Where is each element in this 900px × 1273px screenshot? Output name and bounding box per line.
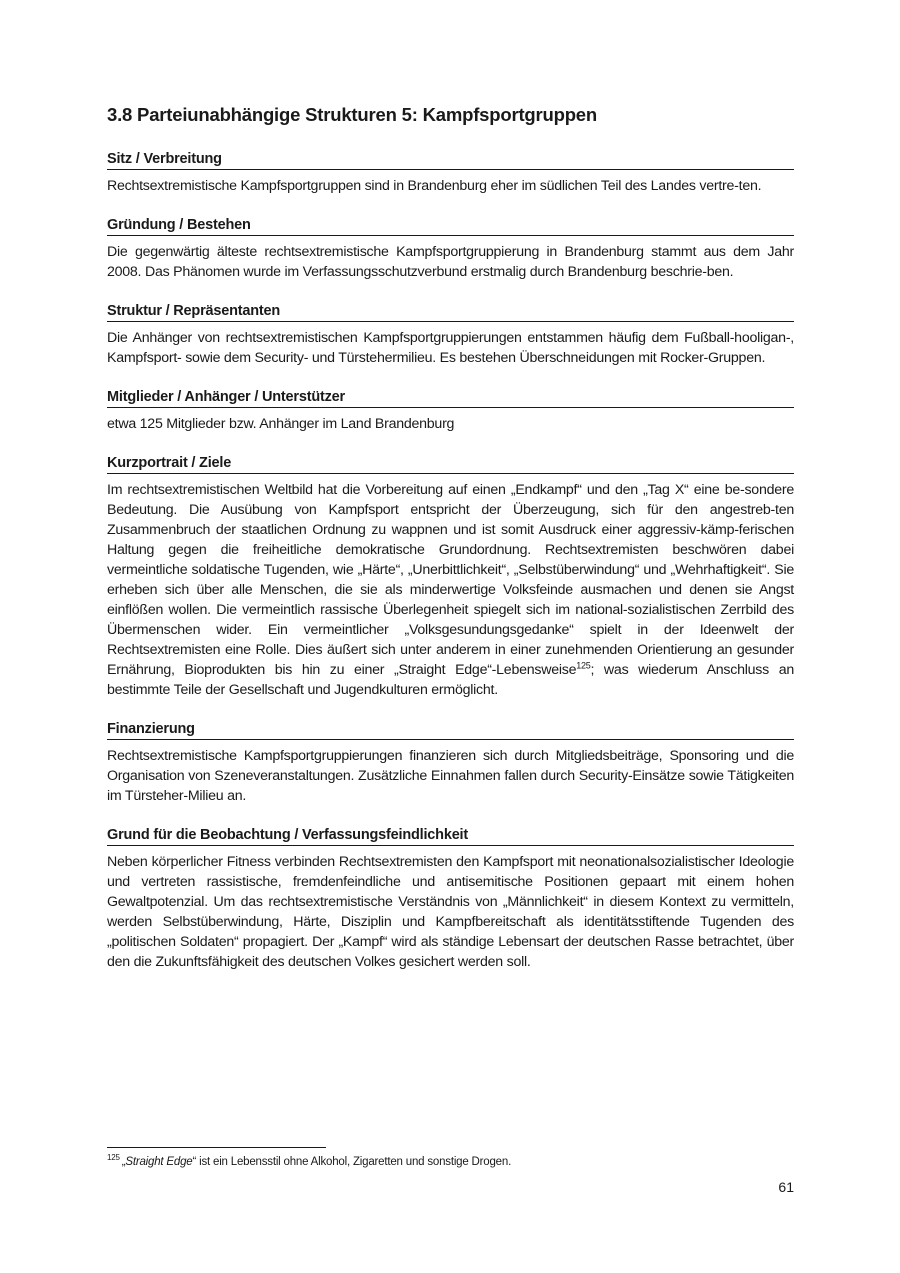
section-grund <box>107 827 794 972</box>
section-heading: Struktur / Repräsentanten <box>107 303 794 322</box>
section-text: Die gegenwärtig älteste rechtsextremistische Kampfsportgruppierung in Brandenburg stammt aus dem Jahr 2008. Das Phänomen wurde im Verfassungsschutzverbund erstmalig durch Brandenburg beschrie-ben. <box>107 244 794 280</box>
section-text: Rechtsextremistische Kampfsportgruppen sind in Brandenburg eher im südlichen Teil des Landes vertre-ten. <box>107 178 762 194</box>
section-kurzportrait <box>107 455 794 700</box>
section-heading: Mitglieder / Anhänger / Unterstützer <box>107 389 794 408</box>
footnote-divider <box>107 1147 326 1148</box>
text-before-footnote: Im rechtsextremistischen Weltbild hat die Vorbereitung auf einen „Endkampf“ und den „Tag X“ eine be-sondere Bedeutung. Die Ausübung von Kampfsport entspricht der Überzeugung, sich für den angestreb-ten Zusammenbruch der staatlichen Ordnung zu wappnen und ist somit Ausdruck einer aggressiv-kämp-ferischen Haltung gegen die freiheitliche demokratische Grundordnung. Rechtsextremisten beschwören dabei vermeintliche soldatische Tugenden, wie „Härte“, „Unerbittlichkeit“, „Selbstüberwindung“ und „Wehrhaftigkeit“. Sie erheben sich über alle Menschen, die sie als minderwertige Volksfeinde ausmachen und denen sie Angst einflößen wollen. Die vermeintlich rassische Überlegenheit spiegelt sich im national-sozialistischen Zerrbild des Übermenschen wider. Ein vermeintlicher „Volksgesundungsgedanke“ spielt in der Ideenwelt der Rechtsextremisten eine Rolle. Dies äußert sich unter anderem in einer zunehmenden Orientierung an gesunder Ernährung, Bioprodukten bis hin zu einer „Straight Edge“-Lebensweise <box>107 482 794 678</box>
section-heading: Sitz / Verbreitung <box>107 151 794 170</box>
section-heading: Gründung / Bestehen <box>107 217 794 236</box>
section-text <box>107 480 794 700</box>
page-title: 3.8 Parteiunabhängige Strukturen 5: Kampfsportgruppen <box>107 104 597 125</box>
section-struktur <box>107 303 794 368</box>
footnote-term: Straight Edge <box>125 1156 193 1168</box>
section-text: Rechtsextremistische Kampfsportgruppierungen finanzieren sich durch Mitgliedsbeiträge, Sponsoring und die Organisation von Szeneveranstaltungen. Zusätzliche Einnahmen fallen durch Security-Einsätze sowie Tätigkeiten im Türsteher-Milieu an. <box>107 748 794 804</box>
section-gruendung <box>107 217 794 282</box>
section-heading: Kurzportrait / Ziele <box>107 455 794 474</box>
section-text: etwa 125 Mitglieder bzw. Anhänger im Land Brandenburg <box>107 416 455 432</box>
section-finanzierung <box>107 721 794 806</box>
section-heading: Finanzierung <box>107 721 794 740</box>
text-after-footnote: ; was wiederum Anschluss an bestimmte Teile der Gesellschaft und Jugendkulturen ermöglicht. <box>107 662 794 698</box>
footnote <box>107 1153 794 1168</box>
footnote-quote-open: „ <box>121 1156 126 1168</box>
page-number: 61 <box>778 1179 794 1195</box>
footnote-reference[interactable]: 125 <box>576 660 591 671</box>
footnote-text: “ ist ein Lebensstil ohne Alkohol, Zigaretten und sonstige Drogen. <box>192 1156 512 1168</box>
section-text: Die Anhänger von rechtsextremistischen Kampfsportgruppierungen entstammen häufig dem Fußball-hooligan-, Kampfsport- sowie dem Security- und Türstehermilieu. Es bestehen Überschneidungen mit Rocker-Gruppen. <box>107 330 794 366</box>
section-mitglieder <box>107 389 794 434</box>
footnote-number: 125 <box>107 1153 120 1163</box>
section-heading: Grund für die Beobachtung / Verfassungsfeindlichkeit <box>107 827 794 846</box>
document-page <box>107 104 794 993</box>
section-text: Neben körperlicher Fitness verbinden Rechtsextremisten den Kampfsport mit neonationalsozialistischer Ideologie und vertreten rassistische, fremdenfeindliche und antisemitische Positionen gepaart mit einem hohen Gewaltpotenzial. Um das rechtsextremistische Verständnis von „Männlichkeit“ in diesem Kontext zu vermitteln, werden Selbstüberwindung, Härte, Disziplin und Kampfbereitschaft als identitätsstiftende Tugenden des „politischen Soldaten“ propagiert. Der „Kampf“ wird als ständige Lebensart der deutschen Rasse betrachtet, über den die Zukunftsfähigkeit des deutschen Volkes gesichert werden soll. <box>107 854 794 970</box>
section-sitz <box>107 151 794 196</box>
